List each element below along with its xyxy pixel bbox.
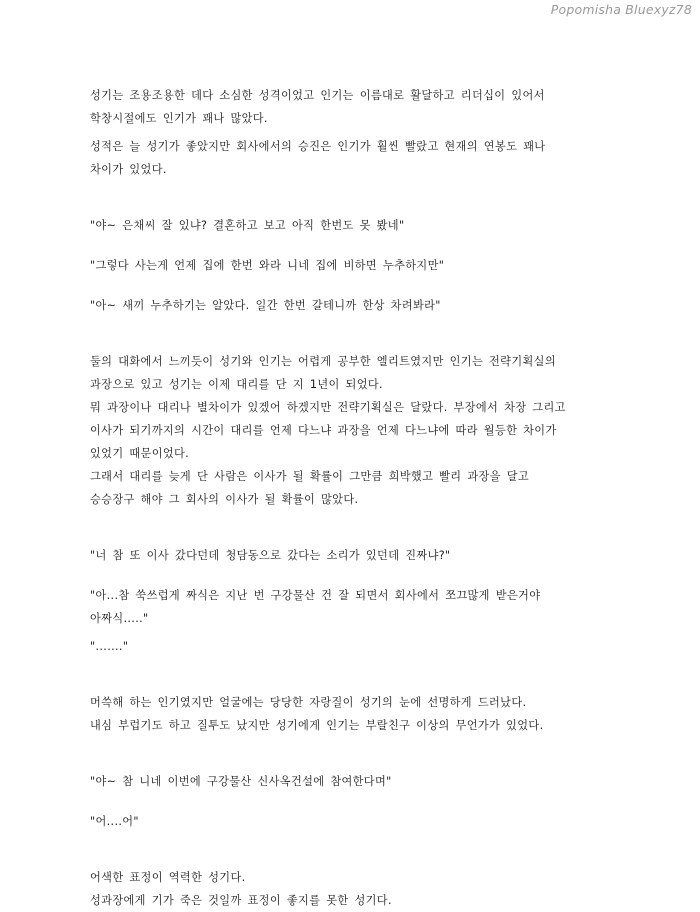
dialogue-line: "너 참 또 이사 갔다던데 청담동으로 갔다는 소리가 있던데 진짜냐?" — [90, 549, 451, 562]
document-body — [90, 84, 650, 912]
paragraph-line: 승승장구 해야 그 회사의 이사가 될 확률이 많았다. — [90, 493, 359, 506]
paragraph-line: 있었기 때문이었다. — [90, 447, 190, 460]
paragraph-line: 내심 부럽기도 하고 질투도 났지만 성기에게 인기는 부랄친구 이상의 무언가가 있었다. — [90, 719, 544, 732]
paragraph-line: 성적은 늘 성기가 좋았지만 회사에서의 승진은 인기가 훨씬 빨랐고 현재의 연봉도 꽤나 — [90, 140, 546, 153]
dialogue-line: "야~ 은채씨 잘 있냐? 결혼하고 보고 아직 한번도 못 봤네" — [90, 219, 405, 232]
dialogue-line: 아짜식....." — [90, 612, 149, 625]
dialogue-line: "아...참 쑥쓰럽게 짜식은 지난 번 구강물산 건 잘 되면서 회사에서 쪼끄많게 받은거야 — [90, 589, 541, 602]
dialogue-line: "그렇다 사는게 언제 집에 한번 와라 니네 집에 비하면 누추하지만" — [90, 259, 445, 272]
paragraph-line: 성과장에게 기가 죽은 것일까 표정이 좋지를 못한 성기다. — [90, 894, 392, 907]
watermark-text: Popomisha Bluexyz78 — [550, 2, 692, 17]
paragraph-line: 머쓱해 하는 인기였지만 얼굴에는 당당한 자랑질이 성기의 눈에 선명하게 드러났다. — [90, 696, 527, 709]
dialogue-line: "......." — [90, 640, 129, 653]
paragraph-line: 그래서 대리를 늦게 단 사람은 이사가 될 확률이 그만큼 희박했고 빨리 과장을 달고 — [90, 470, 530, 483]
paragraph-line: 둘의 대화에서 느끼듯이 성기와 인기는 어렵게 공부한 엘리트였지만 인기는 전략기획실의 — [90, 355, 556, 368]
paragraph-line: 성기는 조용조용한 데다 소심한 성격이었고 인기는 이름대로 활달하고 리더십이 있어서 — [90, 89, 545, 102]
dialogue-line: "야~ 참 니네 이번에 구강물산 신사옥건설에 참여한다며" — [90, 775, 392, 788]
dialogue-line: "아~ 새끼 누추하기는 알았다. 일간 한번 갈테니까 한상 차려봐라" — [90, 299, 441, 312]
paragraph-line: 학창시절에도 인기가 꽤나 많았다. — [90, 112, 268, 125]
paragraph-line: 어색한 표정이 역력한 성기다. — [90, 871, 246, 884]
paragraph-line: 뭐 과장이나 대리나 별차이가 있겠어 하겠지만 전략기획실은 달랐다. 부장에서 차장 그리고 — [90, 401, 566, 414]
paragraph-line: 과장으로 있고 성기는 이제 대리를 단 지 1년이 되었다. — [90, 378, 383, 391]
dialogue-line: "어....어" — [90, 815, 139, 828]
paragraph-line: 차이가 있었다. — [90, 163, 167, 176]
paragraph-line: 이사가 되기까지의 시간이 대리를 언제 다느냐 과장을 언제 다느냐에 따라 월등한 차이가 — [90, 424, 557, 437]
